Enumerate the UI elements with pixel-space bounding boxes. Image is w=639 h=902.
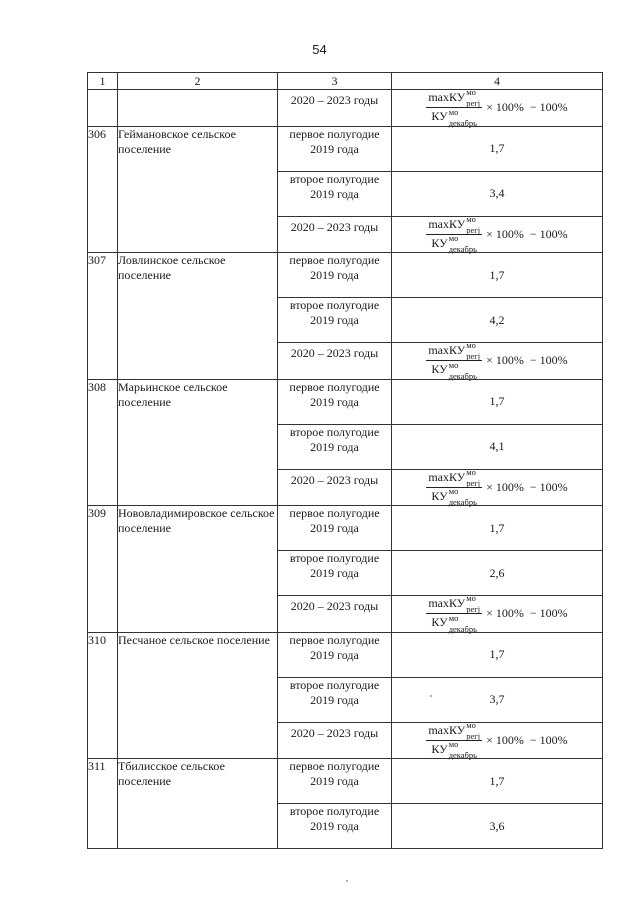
numerator-indices — [466, 213, 481, 235]
value-cell: 3,4 — [392, 171, 603, 216]
denominator-sub: декабрь — [448, 497, 478, 507]
formula-cell — [392, 466, 603, 507]
header-cell: 1 — [88, 73, 118, 90]
index-formula — [392, 466, 602, 507]
entry-row — [88, 253, 603, 298]
denominator-sub: декабрь — [448, 370, 478, 381]
formula-numerator — [426, 213, 482, 235]
tariff-table — [87, 72, 603, 849]
formula-fraction — [426, 466, 482, 507]
formula-denominator — [429, 106, 479, 128]
formula-fraction — [426, 213, 482, 254]
formula-denominator — [429, 488, 479, 505]
value-cell: 2,6 — [392, 551, 603, 596]
formula-numerator — [426, 87, 482, 109]
denominator-main: КУ — [431, 615, 448, 630]
period-cell: 2020 – 2023 годы — [278, 216, 392, 253]
formula-cell — [392, 340, 603, 381]
header-cell: 3 — [278, 73, 392, 90]
period-cell: первое полугодие 2019 года — [278, 759, 392, 804]
name-cell — [118, 90, 278, 127]
numerator-main: maxКУ — [428, 596, 466, 610]
period-cell: 2020 – 2023 годы — [278, 343, 392, 380]
numerator-main: maxКУ — [428, 722, 466, 737]
denominator-main: КУ — [431, 362, 448, 377]
numerator-sub: регj — [466, 604, 481, 615]
formula-cell — [392, 213, 603, 254]
value-cell: 1,7 — [392, 506, 603, 551]
denominator-sub: декабрь — [448, 117, 478, 128]
scan-speck — [346, 880, 348, 882]
period-cell: первое полугодие 2019 года — [278, 253, 392, 298]
entry-number: 306 — [88, 126, 118, 253]
formula-numerator — [426, 340, 482, 362]
period-cell: первое полугодие 2019 года — [278, 379, 392, 424]
period-cell: второе полугодие 2019 года — [278, 677, 392, 722]
table-body — [88, 73, 603, 849]
value-cell: 4,1 — [392, 424, 603, 469]
denominator-sub: декабрь — [448, 750, 478, 760]
entry-row — [88, 126, 603, 171]
entry-number: 310 — [88, 632, 118, 759]
entry-name: Песчаное сельское поселение — [118, 632, 278, 759]
numerator-sub: регj — [466, 224, 481, 235]
header-cell: 2 — [118, 73, 278, 90]
value-cell: 1,7 — [392, 126, 603, 171]
numerator-sub: регj — [466, 730, 481, 741]
denominator-sup: мо — [448, 106, 459, 117]
denominator-sub: декабрь — [448, 244, 478, 254]
denominator-indices — [448, 106, 478, 128]
formula-tail: × 100% − 100% — [486, 100, 568, 115]
numerator-indices — [466, 719, 481, 741]
formula-tail: × 100% − 100% — [486, 732, 568, 747]
period-cell: первое полугодие 2019 года — [278, 506, 392, 551]
formula-cell — [392, 719, 603, 760]
value-cell: 4,2 — [392, 298, 603, 343]
period-cell: второе полугодие 2019 года — [278, 551, 392, 596]
numerator-indices — [466, 593, 481, 615]
numerator-sup: мо — [466, 87, 476, 98]
formula-tail: × 100% − 100% — [486, 606, 568, 621]
number-cell — [88, 90, 118, 127]
formula-denominator — [429, 741, 479, 758]
denominator-sup: мо — [448, 739, 459, 749]
index-formula — [392, 87, 602, 128]
formula-cell — [392, 87, 603, 128]
formula-fraction — [426, 340, 482, 381]
entry-name: Геймановское сельское поселение — [118, 126, 278, 253]
entry-number: 307 — [88, 253, 118, 380]
entry-row — [88, 379, 603, 424]
numerator-sup: мо — [466, 719, 476, 730]
entry-row — [88, 506, 603, 551]
numerator-sup: мо — [466, 466, 476, 477]
index-formula — [392, 593, 602, 634]
numerator-main: maxКУ — [428, 343, 466, 357]
denominator-sup: мо — [448, 359, 459, 370]
page-number: 54 — [312, 42, 327, 57]
formula-fraction — [426, 719, 482, 760]
numerator-sup: мо — [466, 213, 476, 224]
denominator-main: КУ — [431, 235, 448, 250]
header-row — [88, 73, 603, 90]
numerator-sub: регj — [466, 351, 481, 362]
denominator-sup: мо — [448, 612, 459, 623]
numerator-indices — [466, 87, 481, 109]
period-cell: первое полугодие 2019 года — [278, 126, 392, 171]
numerator-main: maxКУ — [428, 90, 466, 104]
value-cell: 1,7 — [392, 379, 603, 424]
value-cell: 3,7 — [392, 677, 603, 722]
period-cell: второе полугодие 2019 года — [278, 171, 392, 216]
numerator-main: maxКУ — [428, 469, 466, 484]
formula-fraction — [426, 87, 482, 128]
value-cell: 3,6 — [392, 804, 603, 849]
denominator-sub: декабрь — [448, 623, 478, 634]
value-cell: 1,7 — [392, 759, 603, 804]
formula-numerator — [426, 593, 482, 615]
value-cell: 1,7 — [392, 253, 603, 298]
formula-numerator — [426, 719, 482, 741]
formula-numerator — [426, 466, 482, 488]
formula-denominator — [429, 359, 479, 381]
numerator-sup: мо — [466, 340, 476, 351]
scan-speck — [430, 695, 432, 697]
numerator-sup: мо — [466, 593, 476, 604]
numerator-main: maxКУ — [428, 216, 466, 231]
formula-tail: × 100% − 100% — [486, 226, 568, 241]
numerator-sub: регj — [466, 477, 481, 488]
denominator-main: КУ — [431, 109, 448, 124]
entry-number: 311 — [88, 759, 118, 849]
continuation-row — [88, 90, 603, 127]
denominator-indices — [448, 612, 478, 634]
numerator-sub: регj — [466, 98, 481, 109]
denominator-indices — [448, 359, 478, 381]
denominator-indices — [448, 233, 478, 254]
entry-name: Тбилисское сельское поселение — [118, 759, 278, 849]
entry-name: Нововладимировское сельское поселение — [118, 506, 278, 633]
formula-cell — [392, 593, 603, 634]
index-formula — [392, 340, 602, 381]
value-cell: 1,7 — [392, 632, 603, 677]
denominator-sup: мо — [448, 233, 459, 243]
period-cell: 2020 – 2023 годы — [278, 469, 392, 506]
denominator-main: КУ — [431, 741, 448, 756]
period-cell: второе полугодие 2019 года — [278, 298, 392, 343]
index-formula — [392, 213, 602, 254]
denominator-indices — [448, 739, 478, 760]
formula-tail: × 100% − 100% — [486, 479, 568, 494]
period-cell: 2020 – 2023 годы — [278, 596, 392, 633]
formula-fraction — [426, 593, 482, 634]
period-cell: второе полугодие 2019 года — [278, 804, 392, 849]
entry-row — [88, 632, 603, 677]
denominator-indices — [448, 486, 478, 507]
entry-number: 309 — [88, 506, 118, 633]
period-cell: второе полугодие 2019 года — [278, 424, 392, 469]
formula-denominator — [429, 235, 479, 252]
denominator-sup: мо — [448, 486, 459, 496]
header-cell: 4 — [392, 73, 603, 90]
formula-denominator — [429, 612, 479, 634]
entry-row — [88, 759, 603, 804]
numerator-indices — [466, 466, 481, 488]
entry-name: Марьинское сельское поселение — [118, 379, 278, 506]
index-formula — [392, 719, 602, 760]
formula-tail: × 100% − 100% — [486, 353, 568, 368]
numerator-indices — [466, 340, 481, 362]
entry-number: 308 — [88, 379, 118, 506]
period-cell: 2020 – 2023 годы — [278, 90, 392, 127]
period-cell: первое полугодие 2019 года — [278, 632, 392, 677]
entry-name: Ловлинское сельское поселение — [118, 253, 278, 380]
period-cell: 2020 – 2023 годы — [278, 722, 392, 759]
denominator-main: КУ — [431, 488, 448, 503]
